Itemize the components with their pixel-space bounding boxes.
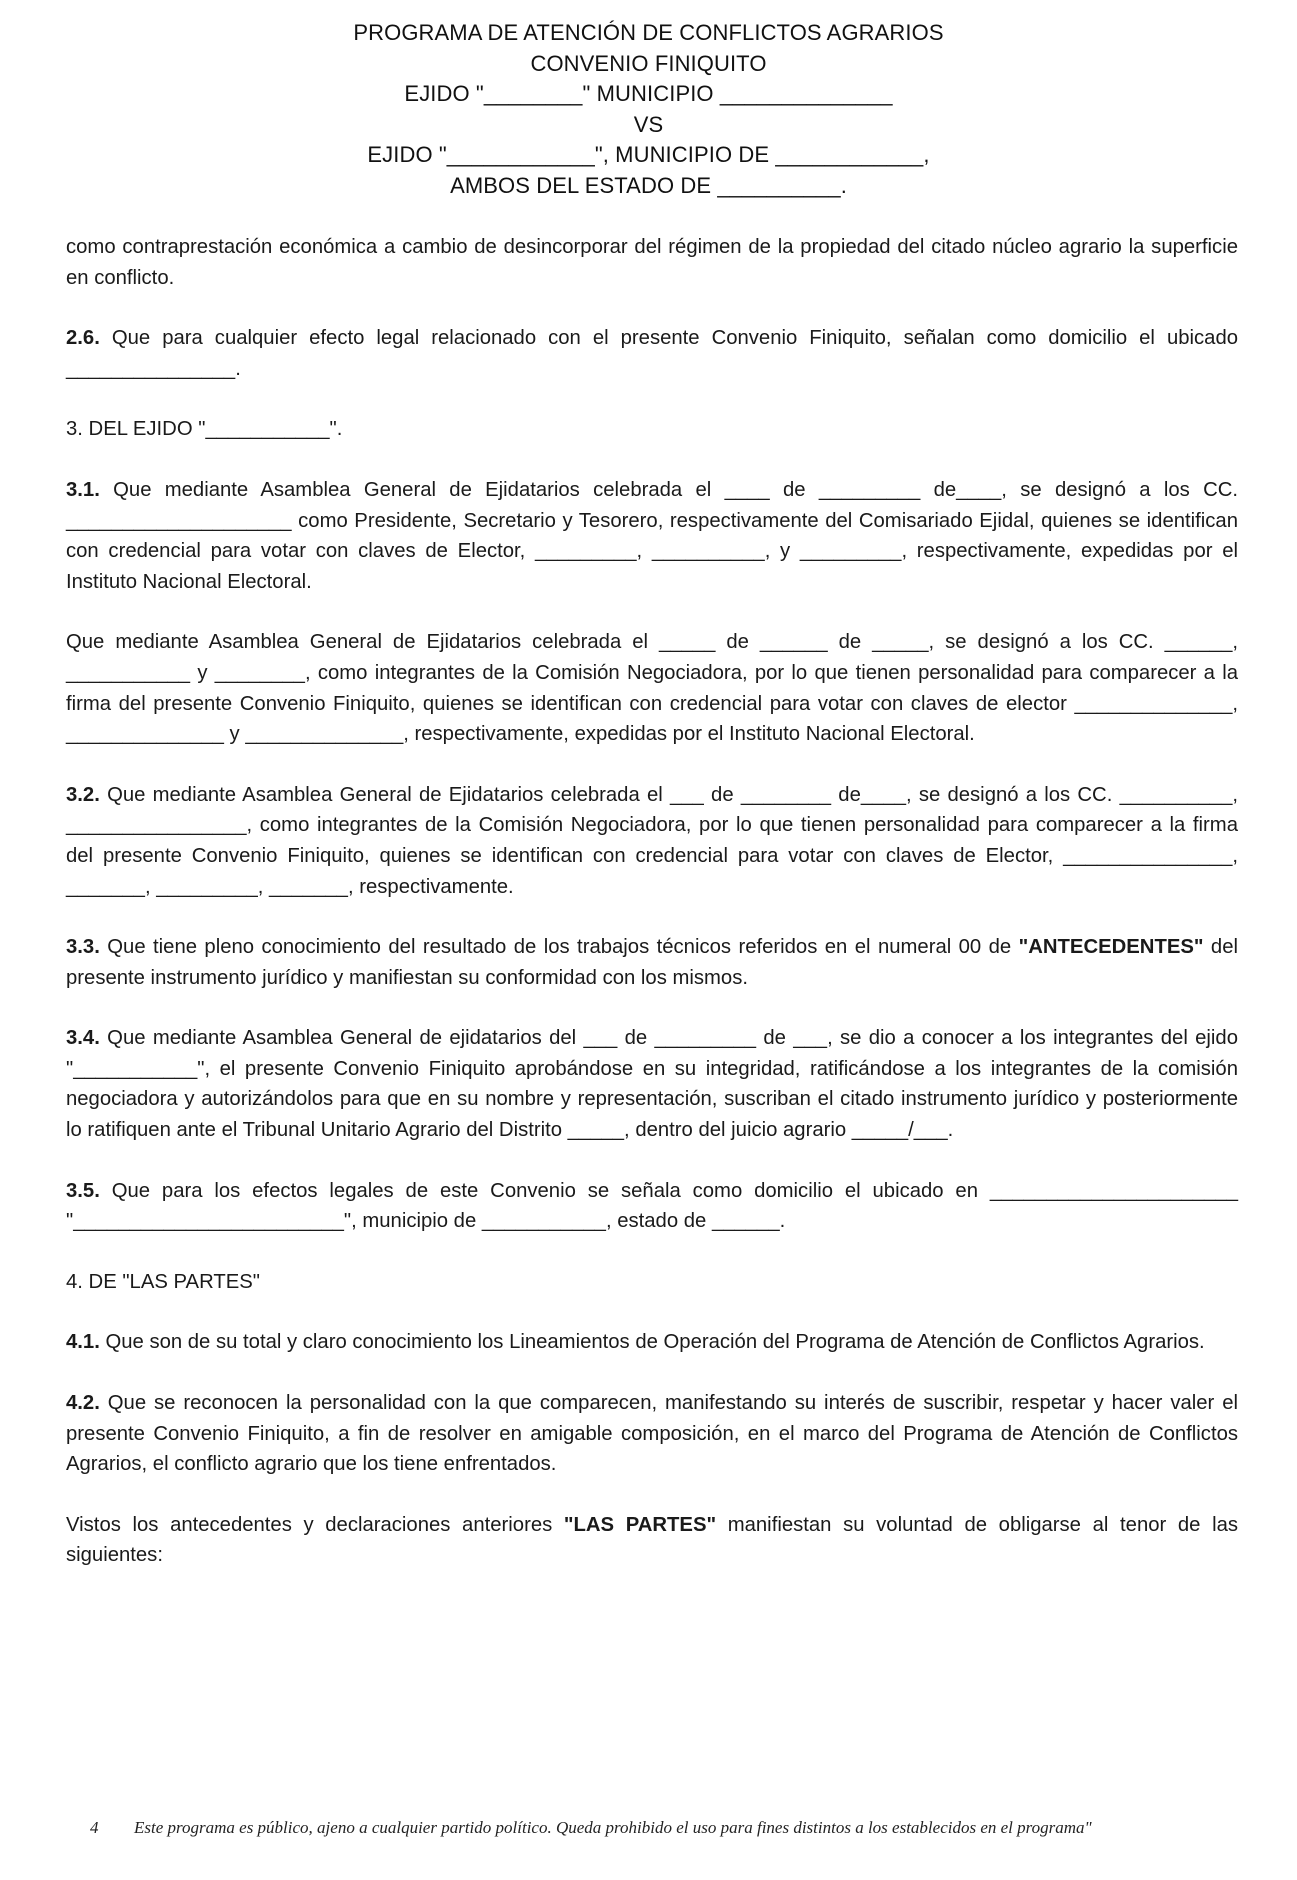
section-3-heading: 3. DEL EJIDO "___________". xyxy=(66,418,343,441)
paragraph-continuation: como contraprestación económica a cambio de desincorporar del régimen de la propiedad del citado núcleo agrario la superficie en conflicto. xyxy=(66,236,1238,289)
state-line: AMBOS DEL ESTADO DE __________. xyxy=(450,172,847,198)
document-header xyxy=(0,18,1297,201)
las-partes-reference: "LAS PARTES" xyxy=(563,1513,717,1536)
closing-text: manifiestan su voluntad de obligarse al tenor de las siguientes: xyxy=(66,1513,1239,1567)
clause-text: Que mediante Asamblea General de ejidatarios del ___ de _________ de ___, se dio a conocer a los integrantes del ejido "___________", el presente Convenio Finiquito aprobándose en su integridad, ratificándose a los integrantes de la comisión negociadora y autorizándolos para que en su nombre y representación, suscriban el citado instrumento jurídico y posteriormente lo ratifiquen ante el Tribunal Unitario Agrario del Distrito _____, dentro del juicio agrario _____/___. xyxy=(66,1027,1238,1142)
clause-text: Que mediante Asamblea General de Ejidatarios celebrada el ___ de ________ de____, se designó a los CC. __________, ________________, como integrantes de la Comisión Negociadora, por lo que tienen personalidad para comparecer a la firma del presente Convenio Finiquito, quienes se identifican con credencial para votar con claves de Elector, _______________, _______, _________, _______, respectivamente. xyxy=(66,783,1238,898)
clause-number: 3.2. xyxy=(66,783,100,806)
clause-3-1-second: Que mediante Asamblea General de Ejidatarios celebrada el _____ de ______ de _____, se designó a los CC. ______, ___________ y ________, como integrantes de la Comisión Negociadora, por lo que tienen personalidad para comparecer a la firma del presente Convenio Finiquito, quienes se identifican con credencial para votar con claves de elector ______________, ______________ y ______________, respectivamente, expedidas por el Instituto Nacional Electoral. xyxy=(66,631,1238,746)
program-title: PROGRAMA DE ATENCIÓN DE CONFLICTOS AGRARIOS xyxy=(353,20,944,45)
clause-3-4 xyxy=(66,1023,1238,1145)
versus-label: VS xyxy=(633,111,664,137)
clause-text: Que tiene pleno conocimiento del resultado de los trabajos técnicos referidos en el numeral 00 de xyxy=(99,936,1019,959)
party-one-line: EJIDO "________" MUNICIPIO ______________ xyxy=(404,81,893,106)
clause-3-5 xyxy=(66,1176,1238,1237)
clause-number: 3.3. xyxy=(66,936,100,959)
clause-3-2 xyxy=(66,780,1238,902)
document-body xyxy=(66,232,1238,1571)
clause-number: 3.1. xyxy=(66,478,100,501)
clause-text: Que mediante Asamblea General de Ejidatarios celebrada el ____ de _________ de____, se designó a los CC. ____________________ como Presidente, Secretario y Tesorero, respectivamente del Comisariado Ejidal, quienes se identifican con credencial para votar con claves de Elector, _________, __________, y _________, respectivamente, expedidas por el Instituto Nacional Electoral. xyxy=(66,478,1238,593)
section-4-heading: 4. DE "LAS PARTES" xyxy=(66,1270,260,1293)
clause-text: del presente instrumento jurídico y manifiestan su conformidad con los mismos. xyxy=(66,936,1239,989)
clause-number: 2.6. xyxy=(66,327,100,350)
clause-4-2 xyxy=(66,1388,1238,1480)
clause-text: Que son de su total y claro conocimiento los Lineamientos de Operación del Programa de Atención de Conflictos Agrarios. xyxy=(99,1331,1205,1354)
clause-2-6 xyxy=(66,323,1238,384)
clause-3-1 xyxy=(66,475,1238,597)
clause-text: Que para los efectos legales de este Convenio se señala como domicilio el ubicado en ______________________ "________________________", municipio de ___________, estado de ______. xyxy=(66,1179,1238,1233)
clause-number: 3.5. xyxy=(66,1179,100,1202)
party-two-line: EJIDO "____________", MUNICIPIO DE ____________, xyxy=(367,142,930,167)
clause-text: Que para cualquier efecto legal relacionado con el presente Convenio Finiquito, señalan como domicilio el ubicado _______________. xyxy=(66,327,1238,380)
agreement-title: CONVENIO FINIQUITO xyxy=(530,50,767,76)
clause-3-3 xyxy=(66,932,1238,993)
closing-paragraph xyxy=(66,1510,1238,1571)
clause-number: 4.1. xyxy=(66,1331,100,1354)
clause-4-1 xyxy=(66,1327,1238,1358)
closing-text: Vistos los antecedentes y declaraciones anteriores xyxy=(66,1513,564,1536)
page-number: 4 xyxy=(90,1818,99,1837)
clause-number: 4.2. xyxy=(66,1392,100,1415)
page-footer xyxy=(90,1818,1092,1838)
clause-number: 3.4. xyxy=(66,1027,100,1050)
footer-disclaimer: Este programa es público, ajeno a cualquier partido político. Queda prohibido el uso para fines distintos a los establecidos en el programa" xyxy=(134,1818,1092,1837)
antecedentes-reference: "ANTECEDENTES" xyxy=(1018,936,1204,959)
clause-text: Que se reconocen la personalidad con la que comparecen, manifestando su interés de suscribir, respetar y hacer valer el presente Convenio Finiquito, a fin de resolver en amigable composición, en el marco del Programa de Atención de Conflictos Agrarios, el conflicto agrario que los tiene enfrentados. xyxy=(66,1392,1238,1476)
